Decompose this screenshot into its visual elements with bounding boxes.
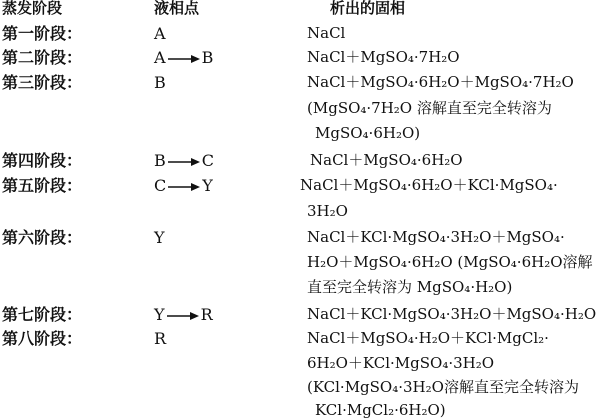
stage-label-1: 第一阶段： — [2, 24, 83, 43]
stage-label-8: 第八阶段： — [2, 329, 83, 348]
phase-8-line-3: (KCl·MgSO₄·3H₂O溶解直至完全转溶为 — [307, 378, 579, 396]
point-from-7: Y — [154, 305, 165, 324]
phase-4-line-1: NaCl＋MgSO₄·6H₂O — [310, 151, 463, 169]
header-stage: 蒸发阶段 — [2, 0, 63, 17]
point-7 — [154, 307, 213, 323]
point-from-2: A — [154, 48, 166, 67]
stage-label-2: 第二阶段： — [2, 48, 83, 67]
phase-3-line-2: (MgSO₄·7H₂O 溶解直至完全转溶为 — [307, 99, 552, 117]
stage-label-6: 第六阶段： — [2, 228, 83, 247]
phase-6-line-1: NaCl＋KCl·MgSO₄·3H₂O＋MgSO₄· — [307, 228, 565, 246]
header-solid-phase: 析出的固相 — [330, 0, 406, 17]
phase-2-line-1: NaCl＋MgSO₄·7H₂O — [307, 48, 460, 66]
stage-label-5: 第五阶段： — [2, 176, 83, 195]
phase-8-line-4: KCl·MgCl₂·6H₂O) — [315, 401, 446, 419]
stage-label-7: 第七阶段： — [2, 305, 83, 324]
phase-8-line-1: NaCl＋MgSO₄·H₂O＋KCl·MgCl₂· — [307, 329, 549, 347]
phase-6-line-3: 直至完全转溶为 MgSO₄·H₂O) — [307, 278, 513, 296]
point-2 — [154, 50, 213, 66]
point-from-6: Y — [154, 228, 165, 247]
point-4 — [154, 153, 214, 169]
point-from-4: B — [154, 151, 166, 170]
arrow-right-icon — [167, 157, 201, 167]
arrow-right-icon — [166, 311, 200, 321]
point-8 — [154, 331, 166, 347]
arrow-right-icon — [167, 54, 201, 64]
point-to-7: R — [200, 305, 213, 324]
point-5 — [154, 178, 213, 194]
phase-8-line-2: 6H₂O＋KCl·MgSO₄·3H₂O — [307, 354, 495, 372]
header-liquid-point: 液相点 — [154, 0, 200, 17]
point-from-5: C — [154, 176, 167, 195]
stage-label-4: 第四阶段： — [2, 151, 83, 170]
point-from-8: R — [154, 329, 167, 348]
point-to-4: C — [201, 151, 215, 170]
point-6 — [154, 230, 165, 246]
phase-3-line-3: MgSO₄·6H₂O) — [315, 124, 421, 142]
point-to-5: Y — [202, 176, 213, 195]
point-3 — [154, 75, 166, 91]
phase-3-line-1: NaCl＋MgSO₄·6H₂O＋MgSO₄·7H₂O — [307, 73, 574, 91]
phase-6-line-2: H₂O＋MgSO₄·6H₂O (MgSO₄·6H₂O溶解 — [307, 253, 593, 271]
phase-5-line-2: 3H₂O — [307, 202, 348, 220]
arrow-right-icon — [167, 182, 201, 192]
phase-7-line-1: NaCl＋KCl·MgSO₄·3H₂O＋MgSO₄·H₂O — [307, 305, 597, 323]
point-1 — [154, 26, 166, 42]
point-to-2: B — [201, 48, 214, 67]
point-from-3: B — [154, 73, 166, 92]
point-from-1: A — [154, 24, 166, 43]
phase-1-line-1: NaCl — [307, 24, 346, 42]
phase-5-line-1: NaCl＋MgSO₄·6H₂O＋KCl·MgSO₄· — [300, 176, 558, 194]
stage-label-3: 第三阶段： — [2, 73, 83, 92]
